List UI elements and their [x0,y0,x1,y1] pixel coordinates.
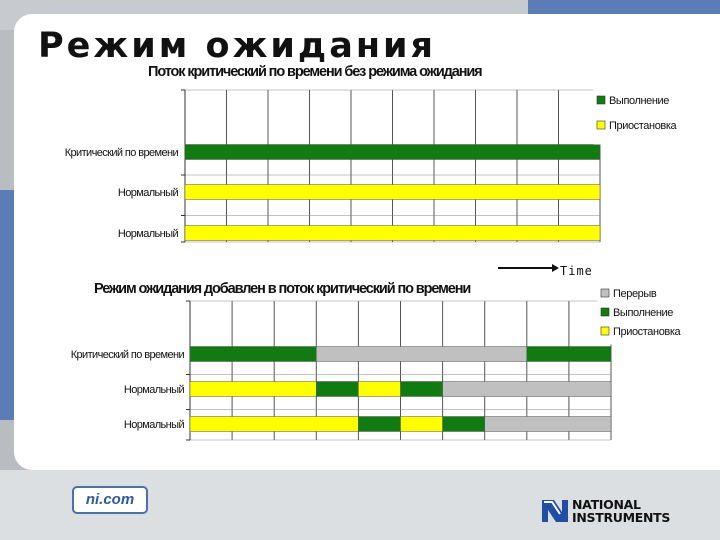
row-label: Нормальный [123,384,184,396]
time-arrow [498,264,593,278]
bar-segment-run [190,347,316,362]
row-label: Нормальный [117,187,178,199]
ni-com-link[interactable]: ni.com [72,486,148,514]
row-label: Нормальный [117,228,178,240]
legend-label: Выполнение [609,95,670,107]
legend-label: Перерыв [613,288,657,300]
bar-segment-break [443,382,611,397]
slide-title: Режим ожидания [38,26,436,66]
legend-swatch-run [601,308,609,316]
bar-segment-run [316,382,358,397]
bar-segment-suspend [190,382,316,397]
bar-segment-suspend [185,226,600,241]
row-label: Критический по времени [70,349,184,361]
bar-segment-break [485,417,611,432]
row-label: Критический по времени [64,147,178,159]
legend-swatch-suspend [601,327,609,335]
chart-1-legend [594,88,686,144]
brand-line-2: INSTRUMENTS [572,510,671,525]
brand-line-1: NATIONAL [572,497,641,512]
ni-brand-text [572,498,670,524]
legend-swatch-suspend [597,121,605,129]
bar-segment-run [358,417,400,432]
bar-segment-suspend [190,417,358,432]
bar-segment-run [185,145,600,160]
legend-swatch-break [601,289,609,297]
chart2-title: Режим ожидания добавлен в поток критический по времени [94,281,471,297]
row-label: Нормальный [123,419,184,431]
ni-eagle-logo [540,496,570,526]
chart-2 [71,281,696,440]
chart-2-legend [598,281,696,344]
legend-label: Приостановка [613,326,681,338]
bar-segment-run [443,417,485,432]
chart1-title: Поток критический по времени без режима ожидания [148,64,482,80]
time-label: Time [560,264,593,278]
legend-swatch-run [597,96,605,104]
bar-segment-run [527,347,611,362]
bar-segment-suspend [401,417,443,432]
legend-label: Приостановка [609,120,677,132]
chart-1 [65,88,686,242]
bar-segment-suspend [185,185,600,200]
time-arrow-head [552,264,559,272]
bar-segment-run [401,382,443,397]
bar-segment-break [316,347,527,362]
legend-label: Выполнение [613,307,674,319]
bar-segment-suspend [358,382,400,397]
